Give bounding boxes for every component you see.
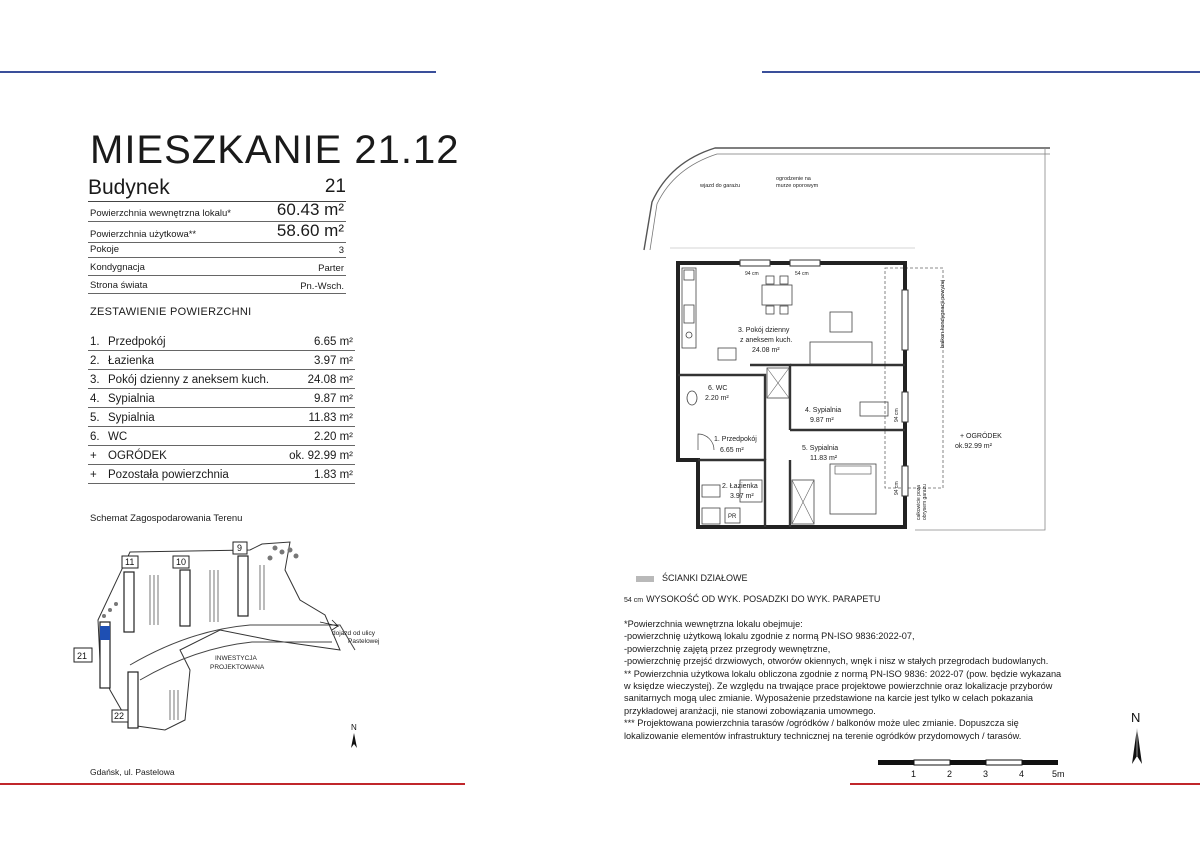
note-line: *** Projektowana powierzchnia tarasów /ogródków / balkonów może ulec zmianie. Dopuszcza się (624, 718, 1019, 729)
room-num: + (90, 450, 97, 462)
sill-label: 94 cm (745, 271, 759, 277)
scale-tick: 4 (1019, 769, 1025, 779)
note-line: sanitarnych mogą ulec zmianie. Wyposażenie przedstawione na karcie jest tylko w celach pokazania (624, 693, 1033, 704)
room-label: Przedpokój (108, 336, 166, 348)
rooms-table (88, 332, 355, 484)
scale-tick: 2 (947, 769, 953, 779)
info-value: 60.43 m² (276, 200, 344, 219)
room-label: OGRÓDEK (108, 450, 167, 462)
address-label: Gdańsk, ul. Pastelowa (90, 767, 175, 777)
room-5-name: 5. Sypialnia (802, 445, 839, 452)
fence-label-1: ogrodzenie na (776, 176, 811, 182)
room-num: 2. (90, 355, 100, 367)
room-num: 5. (90, 412, 100, 424)
room-area: 9.87 m² (314, 393, 353, 405)
coffee-table (830, 312, 852, 332)
rooms-section-title: ZESTAWIENIE POWIERZCHNI (90, 306, 252, 318)
note-line: -powierzchnię użytkową lokalu zgodnie z normą PN-ISO 9836:2022-07, (624, 631, 915, 642)
room-2-area: 3.97 m² (730, 493, 754, 500)
building-21-highlight (100, 626, 110, 640)
garage-label-2: obrysem garażu (922, 484, 928, 520)
wall-swatch (636, 576, 654, 582)
garden-boundary (915, 148, 1045, 530)
entrance-door-swing (698, 434, 714, 450)
sill-label: 54 cm (795, 271, 809, 277)
table-row (88, 351, 355, 370)
room-label: Sypialnia (108, 412, 155, 424)
wardrobe-5-cross (792, 480, 814, 524)
legend-sill-label: WYSOKOŚĆ OD WYK. POSADZKI DO WYK. PARAPETU (646, 594, 881, 604)
access-label-2: Pastelowej (348, 638, 380, 645)
building-label-11: 11 (125, 557, 135, 567)
room-3-area: 24.08 m² (752, 347, 780, 354)
note-line: ** Powierzchnia użytkowa lokalu obliczona zgodnie z normą PN-ISO 9836: 2022-07 (pow. będzie wykazana (624, 668, 1062, 679)
table-row (88, 408, 355, 427)
room-area: 3.97 m² (314, 355, 353, 367)
room-num: 4. (90, 393, 100, 405)
sofa (810, 342, 872, 364)
info-value: 58.60 m² (276, 221, 344, 240)
top-rule-left (0, 71, 436, 73)
dining-table (762, 276, 792, 314)
garage-label-1: całkowicie poza (916, 484, 922, 520)
scale-bar-segment (1022, 760, 1058, 765)
sill-sample: 54 cm (624, 597, 644, 604)
room-6-name: 6. WC (708, 385, 728, 392)
sill-label: 94 cm (894, 408, 900, 422)
scale-tick: 3 (983, 769, 989, 779)
building-label-22: 22 (114, 711, 125, 721)
building-label-10: 10 (176, 557, 187, 567)
info-label: Powierzchnia użytkowa** (90, 229, 197, 240)
room-1-name: 1. Przedpokój (714, 436, 757, 443)
notes (624, 618, 1094, 742)
room-num: + (90, 469, 97, 481)
room-area: 6.65 m² (314, 336, 353, 348)
note-line: -powierzchnię zajętą przez przegrody wewnętrzne, (624, 643, 831, 654)
north-arrow-icon (351, 723, 357, 748)
scale-bar-segment (950, 760, 986, 765)
info-label: Kondygnacja (90, 262, 145, 273)
info-label: Strona świata (90, 280, 148, 291)
table-row (88, 427, 355, 446)
top-rule-right (762, 71, 1200, 73)
info-value: Parter (318, 263, 344, 274)
north-label: N (1131, 710, 1141, 725)
table-row (88, 332, 355, 351)
info-table (88, 200, 346, 294)
info-value: 3 (338, 245, 344, 256)
access-label-1: dojazd od ulicy (332, 630, 375, 637)
balcony-above (885, 268, 943, 488)
building-label-9: 9 (237, 543, 243, 553)
site-plan-label: Schemat Zagospodarowania Terenu (90, 513, 243, 524)
room-area: 11.83 m² (308, 412, 353, 424)
north-arrow-icon (1122, 708, 1152, 768)
building-label-21: 21 (77, 651, 88, 661)
room-area: 24.08 m² (307, 374, 353, 386)
site-plan-map (70, 530, 390, 760)
svg-text:N: N (351, 723, 357, 732)
retaining-wall-inner (650, 154, 1050, 250)
bed-5-pillow (835, 466, 871, 474)
scale-bar-segment (986, 760, 1022, 765)
building-value: 21 (324, 176, 346, 197)
info-row-usable-area (88, 222, 346, 243)
room-num: 3. (90, 374, 100, 386)
fence-label-2: murze oporowym (776, 183, 819, 189)
sill-label: 94 cm (894, 481, 900, 495)
legend-walls (636, 573, 748, 583)
bed-5 (830, 464, 876, 514)
bottom-rule-left (0, 783, 465, 785)
scale-bar (876, 758, 1076, 782)
room-label: Sypialnia (108, 393, 155, 405)
building-9 (238, 556, 248, 616)
scale-bar-segment (914, 760, 950, 765)
table-row (88, 446, 355, 465)
scale-tick: 5m (1052, 769, 1065, 779)
room-label: Łazienka (108, 355, 155, 367)
legend-sill (624, 594, 880, 604)
legend-walls-label: ŚCIANKI DZIAŁOWE (662, 573, 748, 583)
note-line: -powierzchnię przejść drzwiowych, otworów okiennych, wnęk i nisz w stałych przegrodach budowlanych. (624, 656, 1049, 667)
room-1-area: 6.65 m² (720, 447, 744, 454)
balcony-label: balkon kondygnacji powyżej (940, 279, 946, 348)
pr-label: PR (728, 514, 737, 520)
note-line: w księdze wieczystej). Ze względu na trwające prace projektowe powierzchnie oraz lokalizacje przyborów (624, 681, 1053, 692)
page-title: MIESZKANIE 21.12 (90, 128, 460, 172)
kitchen (682, 268, 696, 348)
room-label: Pokój dzienny z aneksem kuch. (108, 374, 270, 386)
table-row (88, 389, 355, 408)
building-11 (124, 572, 134, 632)
road-label-1: INWESTYCJA (215, 655, 257, 662)
room-5-area: 11.83 m² (810, 455, 838, 462)
info-label: Powierzchnia wewnętrzna lokalu* (90, 208, 231, 219)
room-4-name: 4. Sypialnia (805, 407, 842, 414)
info-label: Pokoje (90, 244, 120, 255)
info-row-floor (88, 258, 346, 276)
info-row-orientation (88, 276, 346, 294)
driveway-label: wjazd do garażu (700, 183, 741, 189)
room-area: ok. 92.99 m² (289, 450, 353, 462)
room-area: 2.20 m² (314, 431, 353, 443)
room-4-area: 9.87 m² (810, 417, 834, 424)
room-2-name: 2. Łazienka (722, 483, 758, 490)
wardrobe-4-cross (767, 368, 789, 398)
scale-tick: 1 (911, 769, 917, 779)
room-label: Pozostała powierzchnia (108, 469, 229, 481)
garden-label: + OGRÓDEK (960, 433, 1002, 440)
room-3-name: z aneksem kuch. (740, 337, 793, 344)
info-value: Pn.-Wsch. (300, 281, 344, 292)
building-10 (180, 570, 190, 626)
scale-bar-segment (878, 760, 914, 765)
building-label: Budynek (88, 176, 170, 199)
road-label-2: PROJEKTOWANA (210, 664, 265, 671)
desk-4 (860, 402, 888, 416)
room-area: 1.83 m² (314, 469, 353, 481)
table-row (88, 465, 355, 484)
floor-plan (630, 130, 1060, 550)
info-row-internal-area (88, 200, 346, 222)
building-row (88, 176, 346, 202)
building-22 (128, 672, 138, 728)
note-line: *Powierzchnia wewnętrzna lokalu obejmuje: (624, 619, 803, 629)
room-6-area: 2.20 m² (705, 395, 729, 402)
info-row-rooms (88, 243, 346, 258)
room-3-name: 3. Pokój dzienny (738, 327, 790, 334)
table-row (88, 370, 355, 389)
room-num: 6. (90, 431, 100, 443)
bottom-rule-right (850, 783, 1200, 785)
note-line: przykładowej aranżacji, nie stanowi zobowiązania umownego. (624, 705, 876, 716)
room-num: 1. (90, 336, 100, 348)
garden-area: ok.92.99 m² (955, 443, 992, 450)
note-line: lokalizowanie elementów infrastruktury technicznej na terenie ogródków przydomowych / tarasów. (624, 730, 1022, 741)
retaining-wall (644, 148, 1050, 250)
room-label: WC (108, 431, 128, 443)
